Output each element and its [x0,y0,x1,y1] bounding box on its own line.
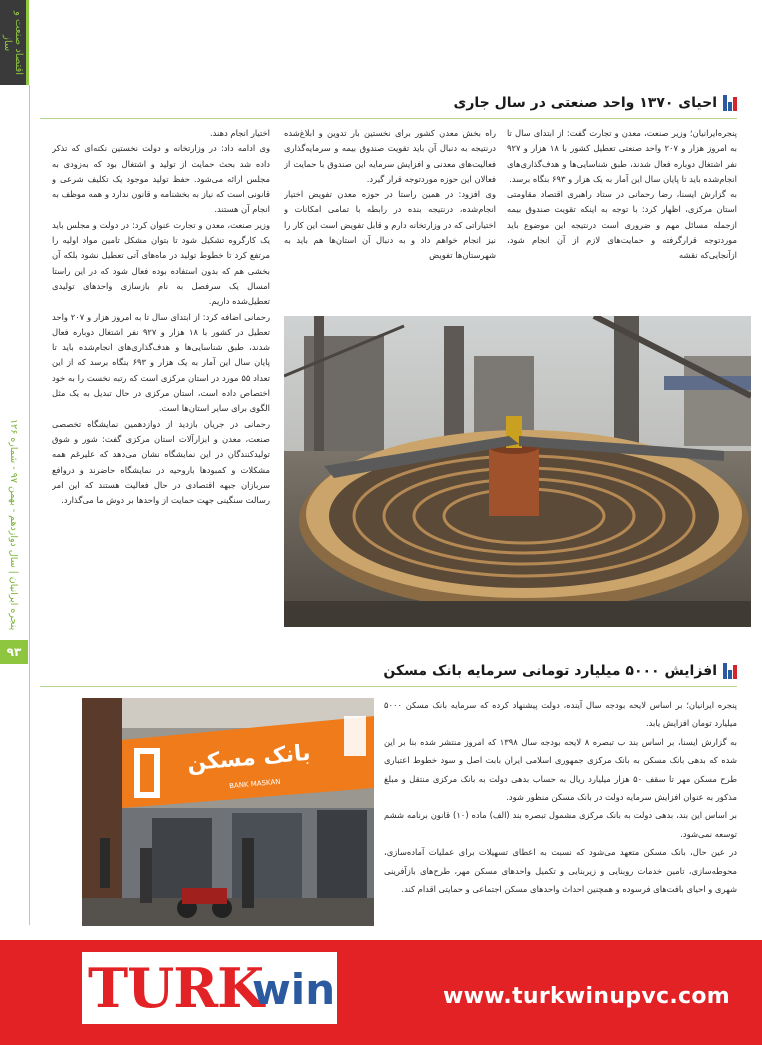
industrial-plant-illustration [284,316,751,627]
article1-rule [40,118,737,119]
article1-column-right [507,126,737,308]
section-label: اقتصاد صنعت و ساز [2,10,24,76]
paragraph: بر اساس این بند، بدهی دولت به بانک مرکزی مشمول تبصره بند (الف) ماده (۱۰) قانون برنامه ششم توسعه نمی‌شود. [384,810,737,839]
issue-label: پنجره ایرانیان | سال دوازدهم - بهمن ۹۷ - شماره ۱۲۶ [8,419,19,631]
article2-rule [40,686,737,687]
paragraph: وی افزود: در همین راستا در حوزه معدن تفویض اختیار انجام‌شده، درنتیجه بنده در رابطه با تمامی امکانات و اختیاراتی که در وزارتخانه دارم و قابل تفویض است این کار را نیز انجام خواهم داد و به دنبال آن استان‌ها هم باید به شهرستان‌ها تفویض [284,189,496,261]
page-number: ۹۳ [0,640,28,664]
article1-title: احیای ۱۳۷۰ واحد صنعتی در سال جاری [453,95,717,111]
bar-chart-icon [723,95,737,111]
paragraph: در عین حال، بانک مسکن متعهد می‌شود که نسبت به اعطای تسهیلات برای عملیات آماده‌سازی، محوطه‌سازی، تامین خدمات روبنایی و زیربنایی و تکمیل واحدهای مسکن مهر، طرح‌های بازآفرینی شهری و احیای بافت‌های فرسوده و همچنین احداث واحدهای مسکن اجتماعی و حمایتی اقدام کند. [384,847,737,895]
bank-sign-text: بانک مسکن [186,740,312,777]
paragraph: پنجره‌ایرانیان؛ وزیر صنعت، معدن و تجارت گفت: از ابتدای سال تا به امروز هزار و ۲۰۷ واحد صنعتی تعطیل کشور با ۱۸ هزار و ۹۲۷ نفر اشتغال دوباره فعال شدند، طبق شناسایی‌ها و هدف‌گذاری‌های انجام‌شده باید تا پایان سال این آمار به یک هزار و ۶۹۳ بنگاه برسد. [507,128,737,184]
bank-maskan-photo [82,698,374,926]
margin-divider-line [29,85,30,925]
turkwin-logo [82,952,337,1024]
logo-win-text: win [252,965,336,1014]
article2-body [384,696,737,932]
bank-sign-subtitle: BANK MASKAN [228,777,281,791]
paragraph: پنجره ایرانیان؛ بر اساس لایحه بودجه سال آینده، دولت پیشنهاد کرده که سرمایه بانک مسکن ۵۰۰۰ میلیارد تومان افزایش یابد. [384,700,737,729]
paragraph: وزیر صنعت، معدن و تجارت عنوان کرد: در دولت و مجلس باید یک کارگروه تشکیل شود تا بتوان مشکل تامین مواد اولیه را مرتفع کرد تا خطوط تولید در ماه‌های آتی تعطیل نشود بلکه آن بخشی هم که بدون استفاده بوده فعال شود که در این راستا امسال یک سرفصل به نام بازسازی واحدهای تولیدی تعطیل‌شده داریم. [52,219,270,307]
industrial-plant-photo [284,316,751,627]
paragraph: به گزارش ایسنا، بر اساس بند ب تبصره ۸ لایحه بودجه سال ۱۳۹۸ که امروز منتشر شده بنا بر این شده که بدهی بانک مسکن به بانک مرکزی جمهوری اسلامی ایران بابت اصل و سود خطوط اعتباری طرح مسکن مهر تا سقف ۵۰ هزار میلیارد ریال به حساب بدهی دولت به بانک مرکزی منتقل و مبلغ مذکور به عنوان افزایش سرمایه دولت در بانک مسکن منظور شود. [384,736,737,803]
paragraph: راه بخش معدن کشور برای نخستین بار تدوین و ابلاغ‌شده درنتیجه به دنبال آن باید تقویت صندوق بیمه و سرمایه‌گذاری فعالیت‌های معدنی و افزایش سرمایه این صندوق با حمایت از فعالان این حوزه موردتوجه قرار گیرد. [284,128,496,184]
paragraph: رحمانی اضافه کرد: از ابتدای سال تا به امروز هزار و ۲۰۷ واحد تعطیل در کشور با ۱۸ هزار و ۹۲۷ نفر اشتغال دوباره فعال شدند، طبق شناسایی‌ها و هدف‌گذاری‌های انجام‌شده باید تا پایان سال این آمار به یک هزار و ۶۹۳ بنگاه برسد که از این تعداد ۵۵ مورد در استان مرکزی است که رتبه نخست را به خود اختصاص داده است، استان مرکزی در حال تبدیل به یک مثل الگوی برای سایر استان‌ها است. [52,311,270,414]
paragraph: رحمانی در جریان بازدید از دوازدهمین نمایشگاه تخصصی صنعت، معدن و ابزارآلات استان مرکزی گفت: شور و شوق تولیدکنندگان در این نمایشگاه نشان می‌دهد که علیرغم همه مشکلات و کمبودها باروحیه در نمایشگاه حاضرند و دروافع سربازان جبهه اقتصادی در حال فعالیت هستند که این امر رسالت سنگینی جهت حمایت از واحدها بر دوش ما می‌گذارد. [52,418,270,506]
paragraph: اختیار انجام دهند. [209,128,270,138]
article2-title: افزایش ۵۰۰۰ میلیارد تومانی سرمایه بانک مسکن [383,663,717,679]
advertiser-website-link[interactable]: www.turkwinupvc.com [442,983,730,1009]
article1-heading [360,92,737,114]
section-tab-accent [26,0,29,85]
bank-storefront-illustration [82,698,374,926]
article2-heading [330,660,737,682]
article1-column-left [52,126,270,616]
paragraph: به گزارش ایسنا، رضا رحمانی در ستاد راهبری اقتصاد مقاومتی استان مرکزی، اظهار کرد: با توجه به اینکه تقویت صندوق بیمه ازجمله مسائل مهم و ضروری است درنتیجه این موضوع باید موردتوجه قرارگرفته و حمایت‌های لازم از آن انجام شود، ازآنجایی‌که نقشه [507,189,737,261]
bar-chart-icon [723,663,737,679]
paragraph: وی ادامه داد: در وزارتخانه و دولت نخستین نکته‌ای که تذکر داده شد بحث حمایت از تولید و اشتغال بود که به‌زودی به مجلس ارائه می‌شود. حفظ تولید موجود یک تکلیف شرعی و قانونی است که نیاز به بخشنامه و قانون ندارد و همه موظف به انجام آن هستند. [52,143,270,215]
logo-turk-text: TURK [88,956,264,1020]
article1-column-middle [284,126,496,308]
